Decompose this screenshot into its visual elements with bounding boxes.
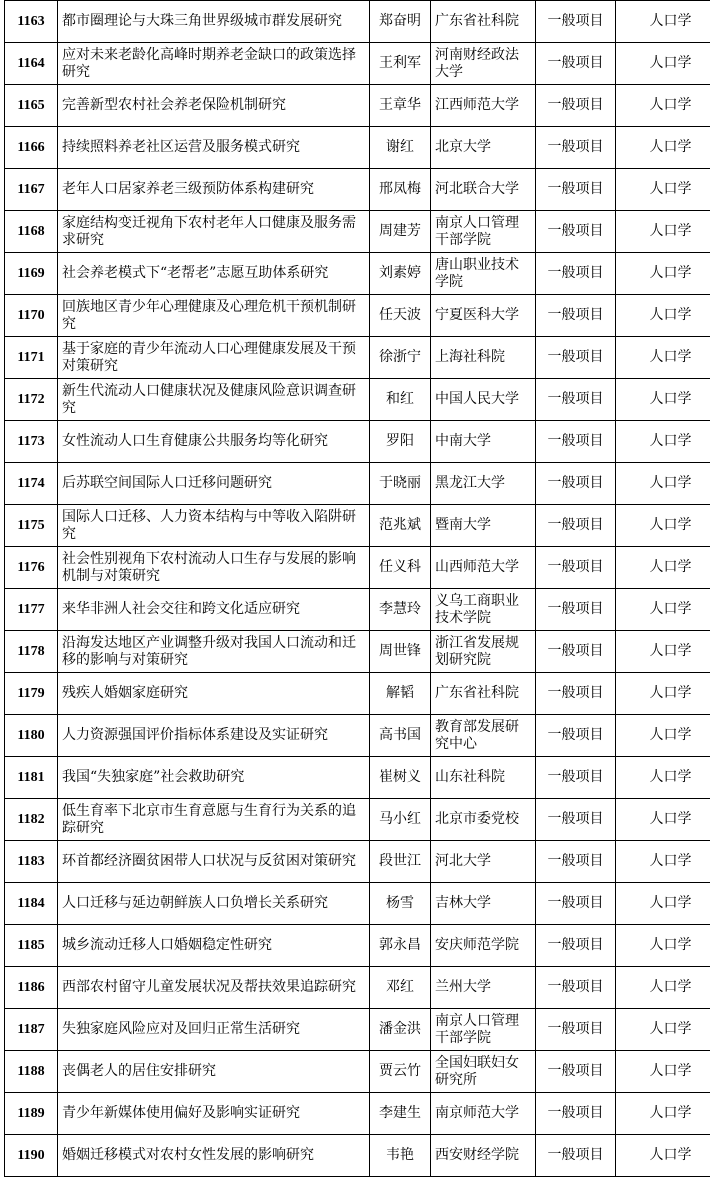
project-leader: 郭永昌 [370, 925, 431, 967]
table-row [5, 589, 710, 631]
project-leader: 王利军 [370, 43, 431, 85]
project-type: 一般项目 [536, 883, 616, 925]
project-leader: 周世锋 [370, 631, 431, 673]
project-institution: 兰州大学 [431, 967, 536, 1009]
project-leader: 李建生 [370, 1093, 431, 1135]
project-subject: 人口学 [616, 85, 710, 127]
project-subject: 人口学 [616, 421, 710, 463]
project-subject: 人口学 [616, 799, 710, 841]
project-title: 都市圈理论与大珠三角世界级城市群发展研究 [58, 1, 370, 43]
project-institution: 河南财经政法大学 [431, 43, 536, 85]
project-subject: 人口学 [616, 253, 710, 295]
project-subject: 人口学 [616, 925, 710, 967]
project-subject: 人口学 [616, 127, 710, 169]
project-type: 一般项目 [536, 211, 616, 253]
project-type: 一般项目 [536, 967, 616, 1009]
table-row [5, 715, 710, 757]
project-title: 社会养老模式下“老帮老”志愿互助体系研究 [58, 253, 370, 295]
project-institution: 北京大学 [431, 127, 536, 169]
project-subject: 人口学 [616, 463, 710, 505]
project-leader: 徐浙宁 [370, 337, 431, 379]
table-row [5, 1135, 710, 1177]
project-type: 一般项目 [536, 715, 616, 757]
table-row [5, 463, 710, 505]
table-row [5, 295, 710, 337]
project-type: 一般项目 [536, 1009, 616, 1051]
project-leader: 谢红 [370, 127, 431, 169]
project-number: 1176 [5, 547, 58, 589]
project-type: 一般项目 [536, 1051, 616, 1093]
project-title: 家庭结构变迁视角下农村老年人口健康及服务需求研究 [58, 211, 370, 253]
table-row [5, 967, 710, 1009]
table-row [5, 505, 710, 547]
project-leader: 和红 [370, 379, 431, 421]
project-subject: 人口学 [616, 505, 710, 547]
project-subject: 人口学 [616, 631, 710, 673]
project-title: 老年人口居家养老三级预防体系构建研究 [58, 169, 370, 211]
project-title: 基于家庭的青少年流动人口心理健康发展及干预对策研究 [58, 337, 370, 379]
project-institution: 江西师范大学 [431, 85, 536, 127]
project-title: 青少年新媒体使用偏好及影响实证研究 [58, 1093, 370, 1135]
project-subject: 人口学 [616, 379, 710, 421]
project-institution: 安庆师范学院 [431, 925, 536, 967]
project-institution: 浙江省发展规划研究院 [431, 631, 536, 673]
project-leader: 于晓丽 [370, 463, 431, 505]
project-type: 一般项目 [536, 127, 616, 169]
project-type: 一般项目 [536, 463, 616, 505]
project-subject: 人口学 [616, 211, 710, 253]
project-leader: 任义科 [370, 547, 431, 589]
project-leader: 李慧玲 [370, 589, 431, 631]
table-row [5, 841, 710, 883]
project-number: 1183 [5, 841, 58, 883]
project-leader: 杨雪 [370, 883, 431, 925]
project-title: 婚姻迁移模式对农村女性发展的影响研究 [58, 1135, 370, 1177]
table-row [5, 631, 710, 673]
project-type: 一般项目 [536, 841, 616, 883]
project-type: 一般项目 [536, 253, 616, 295]
project-subject: 人口学 [616, 673, 710, 715]
table-row [5, 883, 710, 925]
project-title: 来华非洲人社会交往和跨文化适应研究 [58, 589, 370, 631]
project-leader: 解韬 [370, 673, 431, 715]
project-subject: 人口学 [616, 1, 710, 43]
project-title: 应对未来老龄化高峰时期养老金缺口的政策选择研究 [58, 43, 370, 85]
project-leader: 马小红 [370, 799, 431, 841]
project-institution: 河北联合大学 [431, 169, 536, 211]
project-type: 一般项目 [536, 169, 616, 211]
table-row [5, 1093, 710, 1135]
project-number: 1181 [5, 757, 58, 799]
table-row [5, 211, 710, 253]
project-number: 1177 [5, 589, 58, 631]
table-row [5, 799, 710, 841]
project-leader: 高书国 [370, 715, 431, 757]
project-number: 1190 [5, 1135, 58, 1177]
project-subject: 人口学 [616, 1009, 710, 1051]
project-type: 一般项目 [536, 1, 616, 43]
project-title: 后苏联空间国际人口迁移问题研究 [58, 463, 370, 505]
table-row [5, 421, 710, 463]
table-row [5, 757, 710, 799]
table-row [5, 673, 710, 715]
project-institution: 山西师范大学 [431, 547, 536, 589]
project-subject: 人口学 [616, 547, 710, 589]
project-leader: 韦艳 [370, 1135, 431, 1177]
project-subject: 人口学 [616, 1135, 710, 1177]
table-row [5, 1009, 710, 1051]
project-subject: 人口学 [616, 169, 710, 211]
project-title: 失独家庭风险应对及回归正常生活研究 [58, 1009, 370, 1051]
project-number: 1188 [5, 1051, 58, 1093]
project-number: 1172 [5, 379, 58, 421]
project-subject: 人口学 [616, 757, 710, 799]
project-title: 新生代流动人口健康状况及健康风险意识调查研究 [58, 379, 370, 421]
project-number: 1165 [5, 85, 58, 127]
table-row [5, 1051, 710, 1093]
project-subject: 人口学 [616, 841, 710, 883]
project-number: 1173 [5, 421, 58, 463]
project-institution: 南京师范大学 [431, 1093, 536, 1135]
project-subject: 人口学 [616, 589, 710, 631]
project-subject: 人口学 [616, 295, 710, 337]
project-institution: 宁夏医科大学 [431, 295, 536, 337]
project-leader: 任天波 [370, 295, 431, 337]
project-subject: 人口学 [616, 883, 710, 925]
project-leader: 段世江 [370, 841, 431, 883]
project-title: 低生育率下北京市生育意愿与生育行为关系的追踪研究 [58, 799, 370, 841]
table-row [5, 379, 710, 421]
project-institution: 义乌工商职业技术学院 [431, 589, 536, 631]
project-title: 环首都经济圈贫困带人口状况与反贫困对策研究 [58, 841, 370, 883]
project-number: 1168 [5, 211, 58, 253]
project-number: 1174 [5, 463, 58, 505]
table-row [5, 253, 710, 295]
project-institution: 南京人口管理干部学院 [431, 211, 536, 253]
project-institution: 全国妇联妇女研究所 [431, 1051, 536, 1093]
project-type: 一般项目 [536, 799, 616, 841]
project-institution: 中国人民大学 [431, 379, 536, 421]
project-leader: 郑奋明 [370, 1, 431, 43]
project-subject: 人口学 [616, 1051, 710, 1093]
project-title: 人口迁移与延边朝鲜族人口负增长关系研究 [58, 883, 370, 925]
project-number: 1185 [5, 925, 58, 967]
project-subject: 人口学 [616, 715, 710, 757]
project-type: 一般项目 [536, 1135, 616, 1177]
table-row [5, 169, 710, 211]
project-leader: 潘金洪 [370, 1009, 431, 1051]
project-leader: 王章华 [370, 85, 431, 127]
project-title: 社会性别视角下农村流动人口生存与发展的影响机制与对策研究 [58, 547, 370, 589]
project-institution: 上海社科院 [431, 337, 536, 379]
project-title: 完善新型农村社会养老保险机制研究 [58, 85, 370, 127]
project-subject: 人口学 [616, 967, 710, 1009]
project-subject: 人口学 [616, 43, 710, 85]
project-number: 1187 [5, 1009, 58, 1051]
project-leader: 刘素婷 [370, 253, 431, 295]
project-institution: 西安财经学院 [431, 1135, 536, 1177]
project-leader: 邢凤梅 [370, 169, 431, 211]
project-number: 1167 [5, 169, 58, 211]
project-number: 1186 [5, 967, 58, 1009]
project-type: 一般项目 [536, 757, 616, 799]
project-institution: 广东省社科院 [431, 673, 536, 715]
project-type: 一般项目 [536, 925, 616, 967]
project-leader: 范兆斌 [370, 505, 431, 547]
table-row [5, 337, 710, 379]
project-institution: 吉林大学 [431, 883, 536, 925]
project-subject: 人口学 [616, 337, 710, 379]
project-leader: 崔树义 [370, 757, 431, 799]
table-row [5, 925, 710, 967]
project-institution: 北京市委党校 [431, 799, 536, 841]
project-type: 一般项目 [536, 421, 616, 463]
project-number: 1182 [5, 799, 58, 841]
project-type: 一般项目 [536, 379, 616, 421]
project-title: 我国“失独家庭”社会救助研究 [58, 757, 370, 799]
project-number: 1164 [5, 43, 58, 85]
project-number: 1170 [5, 295, 58, 337]
project-number: 1175 [5, 505, 58, 547]
project-leader: 邓红 [370, 967, 431, 1009]
project-leader: 罗阳 [370, 421, 431, 463]
project-type: 一般项目 [536, 295, 616, 337]
project-institution: 中南大学 [431, 421, 536, 463]
project-institution: 河北大学 [431, 841, 536, 883]
project-type: 一般项目 [536, 547, 616, 589]
project-title: 人力资源强国评价指标体系建设及实证研究 [58, 715, 370, 757]
project-type: 一般项目 [536, 337, 616, 379]
project-leader: 贾云竹 [370, 1051, 431, 1093]
project-type: 一般项目 [536, 505, 616, 547]
project-institution: 黑龙江大学 [431, 463, 536, 505]
project-number: 1171 [5, 337, 58, 379]
project-institution: 南京人口管理干部学院 [431, 1009, 536, 1051]
project-number: 1169 [5, 253, 58, 295]
project-leader: 周建芳 [370, 211, 431, 253]
project-institution: 暨南大学 [431, 505, 536, 547]
project-type: 一般项目 [536, 1093, 616, 1135]
project-number: 1180 [5, 715, 58, 757]
project-title: 持续照料养老社区运营及服务模式研究 [58, 127, 370, 169]
project-number: 1166 [5, 127, 58, 169]
project-number: 1163 [5, 1, 58, 43]
project-type: 一般项目 [536, 85, 616, 127]
project-type: 一般项目 [536, 589, 616, 631]
project-institution: 唐山职业技术学院 [431, 253, 536, 295]
project-title: 西部农村留守儿童发展状况及帮扶效果追踪研究 [58, 967, 370, 1009]
project-institution: 广东省社科院 [431, 1, 536, 43]
table-row [5, 1, 710, 43]
project-title: 城乡流动迁移人口婚姻稳定性研究 [58, 925, 370, 967]
table-row [5, 43, 710, 85]
project-number: 1184 [5, 883, 58, 925]
project-table [4, 0, 710, 1177]
project-type: 一般项目 [536, 673, 616, 715]
project-type: 一般项目 [536, 631, 616, 673]
project-institution: 教育部发展研究中心 [431, 715, 536, 757]
project-title: 女性流动人口生育健康公共服务均等化研究 [58, 421, 370, 463]
project-title: 残疾人婚姻家庭研究 [58, 673, 370, 715]
table-row [5, 547, 710, 589]
table-row [5, 127, 710, 169]
table-row [5, 85, 710, 127]
project-title: 国际人口迁移、人力资本结构与中等收入陷阱研究 [58, 505, 370, 547]
project-title: 沿海发达地区产业调整升级对我国人口流动和迁移的影响与对策研究 [58, 631, 370, 673]
project-institution: 山东社科院 [431, 757, 536, 799]
project-number: 1189 [5, 1093, 58, 1135]
project-title: 回族地区青少年心理健康及心理危机干预机制研究 [58, 295, 370, 337]
project-title: 丧偶老人的居住安排研究 [58, 1051, 370, 1093]
project-number: 1178 [5, 631, 58, 673]
project-type: 一般项目 [536, 43, 616, 85]
project-subject: 人口学 [616, 1093, 710, 1135]
project-number: 1179 [5, 673, 58, 715]
project-table-body [5, 1, 710, 1177]
